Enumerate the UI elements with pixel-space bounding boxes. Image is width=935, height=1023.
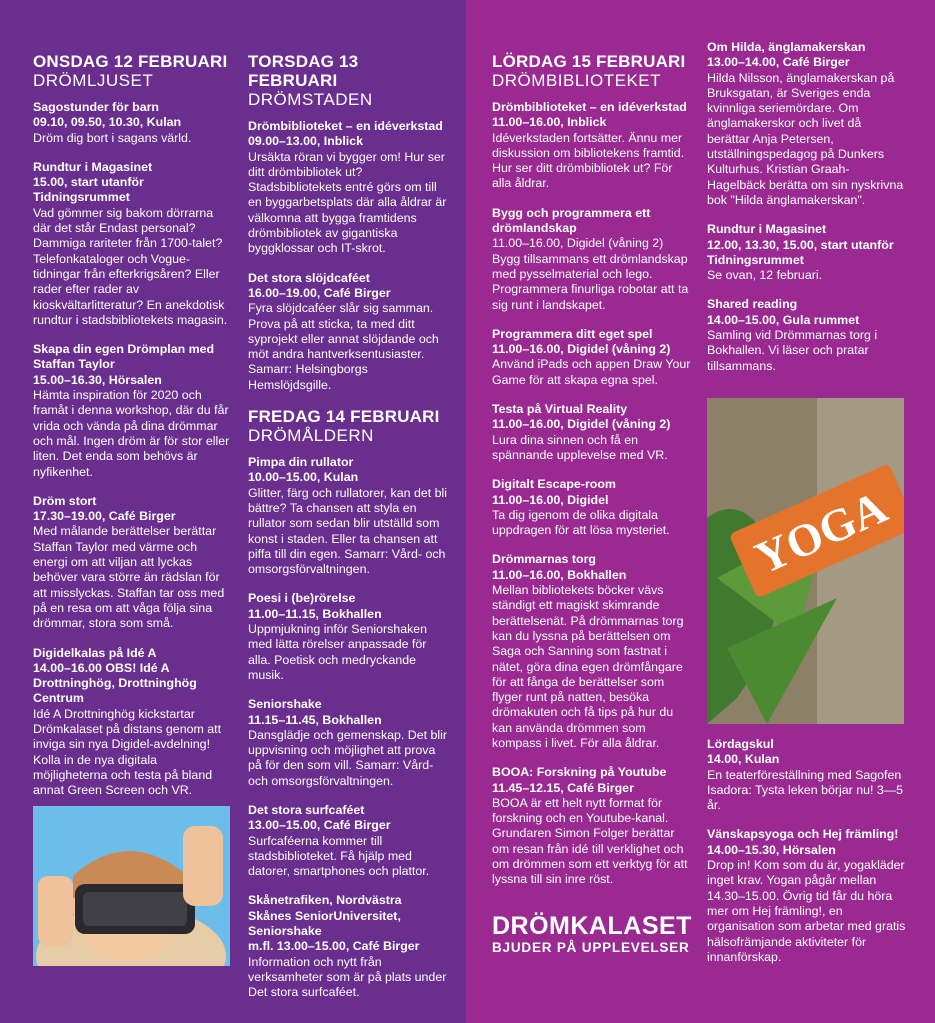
event-title: Poesi i (be)rörelse xyxy=(248,591,356,606)
event-description: Samling vid Drömmarnas torg i Bokhallen. Vi läser och pratar tillsammans. xyxy=(707,328,878,373)
event-item xyxy=(248,455,448,577)
event-time: 15.00–16.30, Hörsalen xyxy=(33,372,162,387)
event-title: Drömbiblioteket – en idéverkstad xyxy=(248,119,443,133)
event-title: Bygg och programmera ett drömlandskap xyxy=(492,205,651,236)
event-title: Sagostunder för barn xyxy=(33,100,159,114)
event-time: 11.00–16.00, Bokhallen xyxy=(492,567,627,582)
event-description: Drop in! Kom som du är, yogakläder inget krav. Yogan pågår mellan 14.30–15.00. Övrig tid får du höra mer om Hej främling!, en organisation som arbetar med gratis hälsofrämjande aktiviteter för innanförskap. xyxy=(707,858,906,964)
event-title: Pimpa din rullator xyxy=(248,455,354,470)
event-title: Om Hilda, änglamakerskan xyxy=(707,40,866,54)
event-time: 14.00–15.00, Gula rummet xyxy=(707,312,860,327)
event-item xyxy=(707,40,907,208)
event-description: Ursäkta röran vi bygger om! Hur ser ditt drömbibliotek ut? Stadsbibliotekets entré görs om till en byggarbetsplats där alla åldrar är välkomna att bygga framtidens drömbibliotek av gigantiska byggklossar och IT-skrot. xyxy=(248,149,447,256)
event-title: Rundtur i Magasinet xyxy=(33,159,153,174)
day-title: TORSDAG 13 FEBRUARI xyxy=(248,52,359,90)
event-description: Idéverkstaden fortsätter. Ännu mer diskussion om bibliotekens framtid. Hur ser ditt drömbibliotek ut? För alla åldrar. xyxy=(492,130,685,191)
event-title: Drömmarnas torg xyxy=(492,552,596,567)
day-title: LÖRDAG 15 FEBRUARI xyxy=(492,52,686,71)
event-description: Information och nytt från verksamheter som är på plats under Det stora surfcaféet. xyxy=(248,954,447,1000)
footer-title: DRÖMKALASET xyxy=(492,912,692,940)
day-title: ONSDAG 12 FEBRUARI xyxy=(33,52,228,71)
event-description: Lura dina sinnen och få en spännande upplevelse med VR. xyxy=(492,432,668,462)
event-description: Glitter, färg och rullatorer, kan det bli bättre? Ta chansen att styla en rullator som sedan blir utställd som konst i staden. Eller ta chansen att piffa till din egen. Samarr: Vård- och omsorgsförvaltningen. xyxy=(248,485,448,577)
event-time: 11.00–16.00, Digidel xyxy=(492,492,609,507)
event-time: 09.00–13.00, Inblick xyxy=(248,134,364,149)
yoga-sign-illustration xyxy=(707,398,904,724)
event-title: Det stora slöjdcaféet xyxy=(248,270,370,285)
column-saturday-bottom xyxy=(707,737,907,979)
event-title: Dröm stort xyxy=(33,493,97,508)
event-time: 10.00–15.00, Kulan xyxy=(248,470,359,485)
event-title: Drömbiblioteket – en idéverkstad xyxy=(492,100,687,114)
event-item xyxy=(248,803,448,879)
event-item xyxy=(248,591,448,683)
event-title: Skånetrafiken, Nordvästra Skånes SeniorUniversitet, Seniorshake xyxy=(248,893,402,939)
event-item xyxy=(33,646,231,799)
event-item xyxy=(492,477,692,538)
day-subtitle: DRÖMBIBLIOTEKET xyxy=(492,71,662,90)
event-time: 16.00–19.00, Café Birger xyxy=(248,285,391,300)
event-item xyxy=(33,100,231,146)
event-item xyxy=(492,402,692,463)
event-item xyxy=(707,737,907,813)
event-time: 14.00–16.00 OBS! Idé A Drottninghög, Drottninghög Centrum xyxy=(33,660,197,706)
event-title: Programmera ditt eget spel xyxy=(492,326,653,341)
event-time: 14.00, Kulan xyxy=(707,752,780,767)
event-time: 11.45–12.15, Café Birger xyxy=(492,780,634,795)
event-time: m.fl. 13.00–15.00, Café Birger xyxy=(248,939,420,954)
event-time: 14.00–15.30, Hörsalen xyxy=(707,842,836,857)
event-item xyxy=(707,297,907,373)
event-title: BOOA: Forskning på Youtube xyxy=(492,765,667,780)
event-time: 13.00–14.00, Café Birger xyxy=(707,55,850,70)
event-title: Det stora surfcaféet xyxy=(248,802,365,817)
event-description: Se ovan, 12 februari. xyxy=(707,268,823,283)
event-title: Digidelkalas på Idé A xyxy=(33,645,157,660)
event-title: Skapa din egen Drömplan med Staffan Taylor xyxy=(33,342,215,372)
vr-headset-photo xyxy=(33,806,230,966)
event-description: Hilda Nilsson, änglamakerskan på Bruksgatan, är Sveriges enda kvinnliga seriemördare. Om änglamakerskor och livet då berättar Anja Petersen, utställningspedagog på Dunkers Kulturhus. Kristian Graah-Hagelbäck berätta om sin nyskrivna bok "Hilda änglamakerskan". xyxy=(707,70,904,207)
event-title: Testa på Virtual Reality xyxy=(492,402,628,417)
event-item xyxy=(492,552,692,751)
event-description: Hämta inspiration för 2020 och framåt i denna workshop, där du får vrida och vända på dina drömmar och mål. Ingen dröm är för stor eller liten. Det enda som behövs är nyfikenhet. xyxy=(33,388,230,479)
column-saturday-cont xyxy=(707,40,907,388)
event-description: Med målande berättelser berättar Staffan Taylor med värme och energi om att viljan att lyckas behöver vara större än rädslan för att misslyckas. Staffan tar oss med på en resa om att våga följa sina drömmar, stora som små. xyxy=(33,524,225,631)
event-item xyxy=(492,206,692,313)
event-title: Shared reading xyxy=(707,297,798,312)
event-item xyxy=(33,494,231,632)
event-item xyxy=(492,100,692,192)
day-subtitle: DRÖMSTADEN xyxy=(248,90,373,109)
event-title: Rundtur i Magasinet xyxy=(707,222,827,237)
event-item xyxy=(707,222,907,283)
event-item xyxy=(248,119,448,257)
event-title: Digitalt Escape-room xyxy=(492,477,616,492)
event-time: 11.00–16.00, Digidel (våning 2) xyxy=(492,342,671,357)
yoga-sign-photo xyxy=(707,398,904,724)
event-title: Seniorshake xyxy=(248,697,322,712)
event-time: 15.00, start utanför Tidningsrummet xyxy=(33,175,144,205)
footer-subtitle: BJUDER PÅ UPPLEVELSER xyxy=(492,940,690,955)
event-description: Fyra slöjdcaféer slår sig samman. Prova på att sticka, ta med ditt syprojekt eller annat slöjdande och möt andra hantverksentusiaster. Samarr: Helsingborgs Hemslöjdsgille. xyxy=(248,301,439,392)
event-description: BOOA är ett helt nytt format för forskning och en Youtube-kanal. Grundaren Simon Folger berättar om resan från idé till verklighet och om drömmen som ett verktyg för att lyssna till sin inre röst. xyxy=(492,795,688,887)
event-description: Vad gömmer sig bakom dörrarna där det står Endast personal? Dammiga rariteter från 1700-talet? Telefonkataloger och Vogue-tidningar från efterkrigsåren? Eller rader efter rader av kioskvältarlitteratur? En anekdotisk rundtur i stadsbibliotekets magasin. xyxy=(33,205,228,327)
event-description: Ta dig igenom de olika digitala uppdragen för att lösa mysteriet. xyxy=(492,507,670,538)
event-item xyxy=(248,697,448,789)
event-description: Mellan bibliotekets böcker vävs ständigt ett magiskt skimrande berättelsenät. På drömmarnas torg kan du lyssna på berättelsen om Saga och Sanning som fastnat i nätet, göra dina egen drömfångare för att fånga de berättelser som flyger runt på natten, besöka drömakuten och få tips på hur du kan använda drömmen som kompass i livet. För alla åldrar. xyxy=(492,583,684,750)
event-description: 11.00–16.00, Digidel (våning 2) Bygg tillsammans ett drömlandskap med pysselmaterial och lego. Programmera finurliga robotar att ta sig runt i landskapet. xyxy=(492,236,689,312)
event-time: 17.30–19.00, Café Birger xyxy=(33,509,176,524)
day-subtitle: DRÖMÅLDERN xyxy=(248,426,374,446)
column-saturday xyxy=(492,52,692,902)
event-title: Vänskapsyoga och Hej främling! xyxy=(707,827,899,842)
event-time: 11.00–16.00, Inblick xyxy=(492,115,607,130)
event-time: 11.00–16.00, Digidel (våning 2) xyxy=(492,417,671,432)
event-title: Lördagskul xyxy=(707,737,774,751)
event-description: Idé A Drottninghög kickstartar Drömkalaset på distans genom att inviga sin nya Digidel-avdelning! Kolla in de nya digitala möjligheterna och testa på bland annat Green Screen och VR. xyxy=(33,706,222,798)
event-item xyxy=(248,271,448,393)
event-item xyxy=(492,765,692,887)
event-time: 11.15–11.45, Bokhallen xyxy=(248,712,382,727)
event-description: En teaterföreställning med Sagofen Isadora: Tysta leken börjar nu! 3—5 år. xyxy=(707,767,904,813)
event-time: 13.00–15.00, Café Birger xyxy=(248,818,391,833)
event-item xyxy=(707,827,907,965)
column-thursday-friday xyxy=(248,52,448,1015)
event-description: Dröm dig bort i sagans värld. xyxy=(33,130,192,145)
vr-child-illustration xyxy=(33,806,230,966)
footer-brand xyxy=(492,912,692,956)
event-description: Surfcaféerna kommer till stadsbiblioteket. Få hjälp med datorer, smartphones och plattor. xyxy=(248,833,430,879)
event-description: Använd iPads och appen Draw Your Game för att skapa egna spel. xyxy=(492,357,691,387)
yoga-sign-text: YOGA xyxy=(747,480,895,584)
event-time: 09.10, 09.50, 10.30, Kulan xyxy=(33,115,182,130)
event-time: 12.00, 13.30, 15.00, start utanför Tidningsrummet xyxy=(707,237,894,267)
event-time: 11.00–11.15, Bokhallen xyxy=(248,606,382,621)
column-wednesday xyxy=(33,52,231,812)
day-title: FREDAG 14 FEBRUARI xyxy=(248,407,440,427)
event-description: Uppmjukning inför Seniorshaken med lätta rörelser anpassade för alla. Poetisk och medryckande musik. xyxy=(248,622,428,682)
day-subtitle: DRÖMLJUSET xyxy=(33,71,154,90)
event-item xyxy=(33,160,231,328)
event-item xyxy=(248,893,448,1000)
event-item xyxy=(492,327,692,388)
event-description: Dansglädje och gemenskap. Det blir uppvisning och möjlighet att prova på för den som vill. Samarr: Vård- och omsorgsförvaltningen. xyxy=(248,727,448,788)
event-item xyxy=(33,342,231,480)
